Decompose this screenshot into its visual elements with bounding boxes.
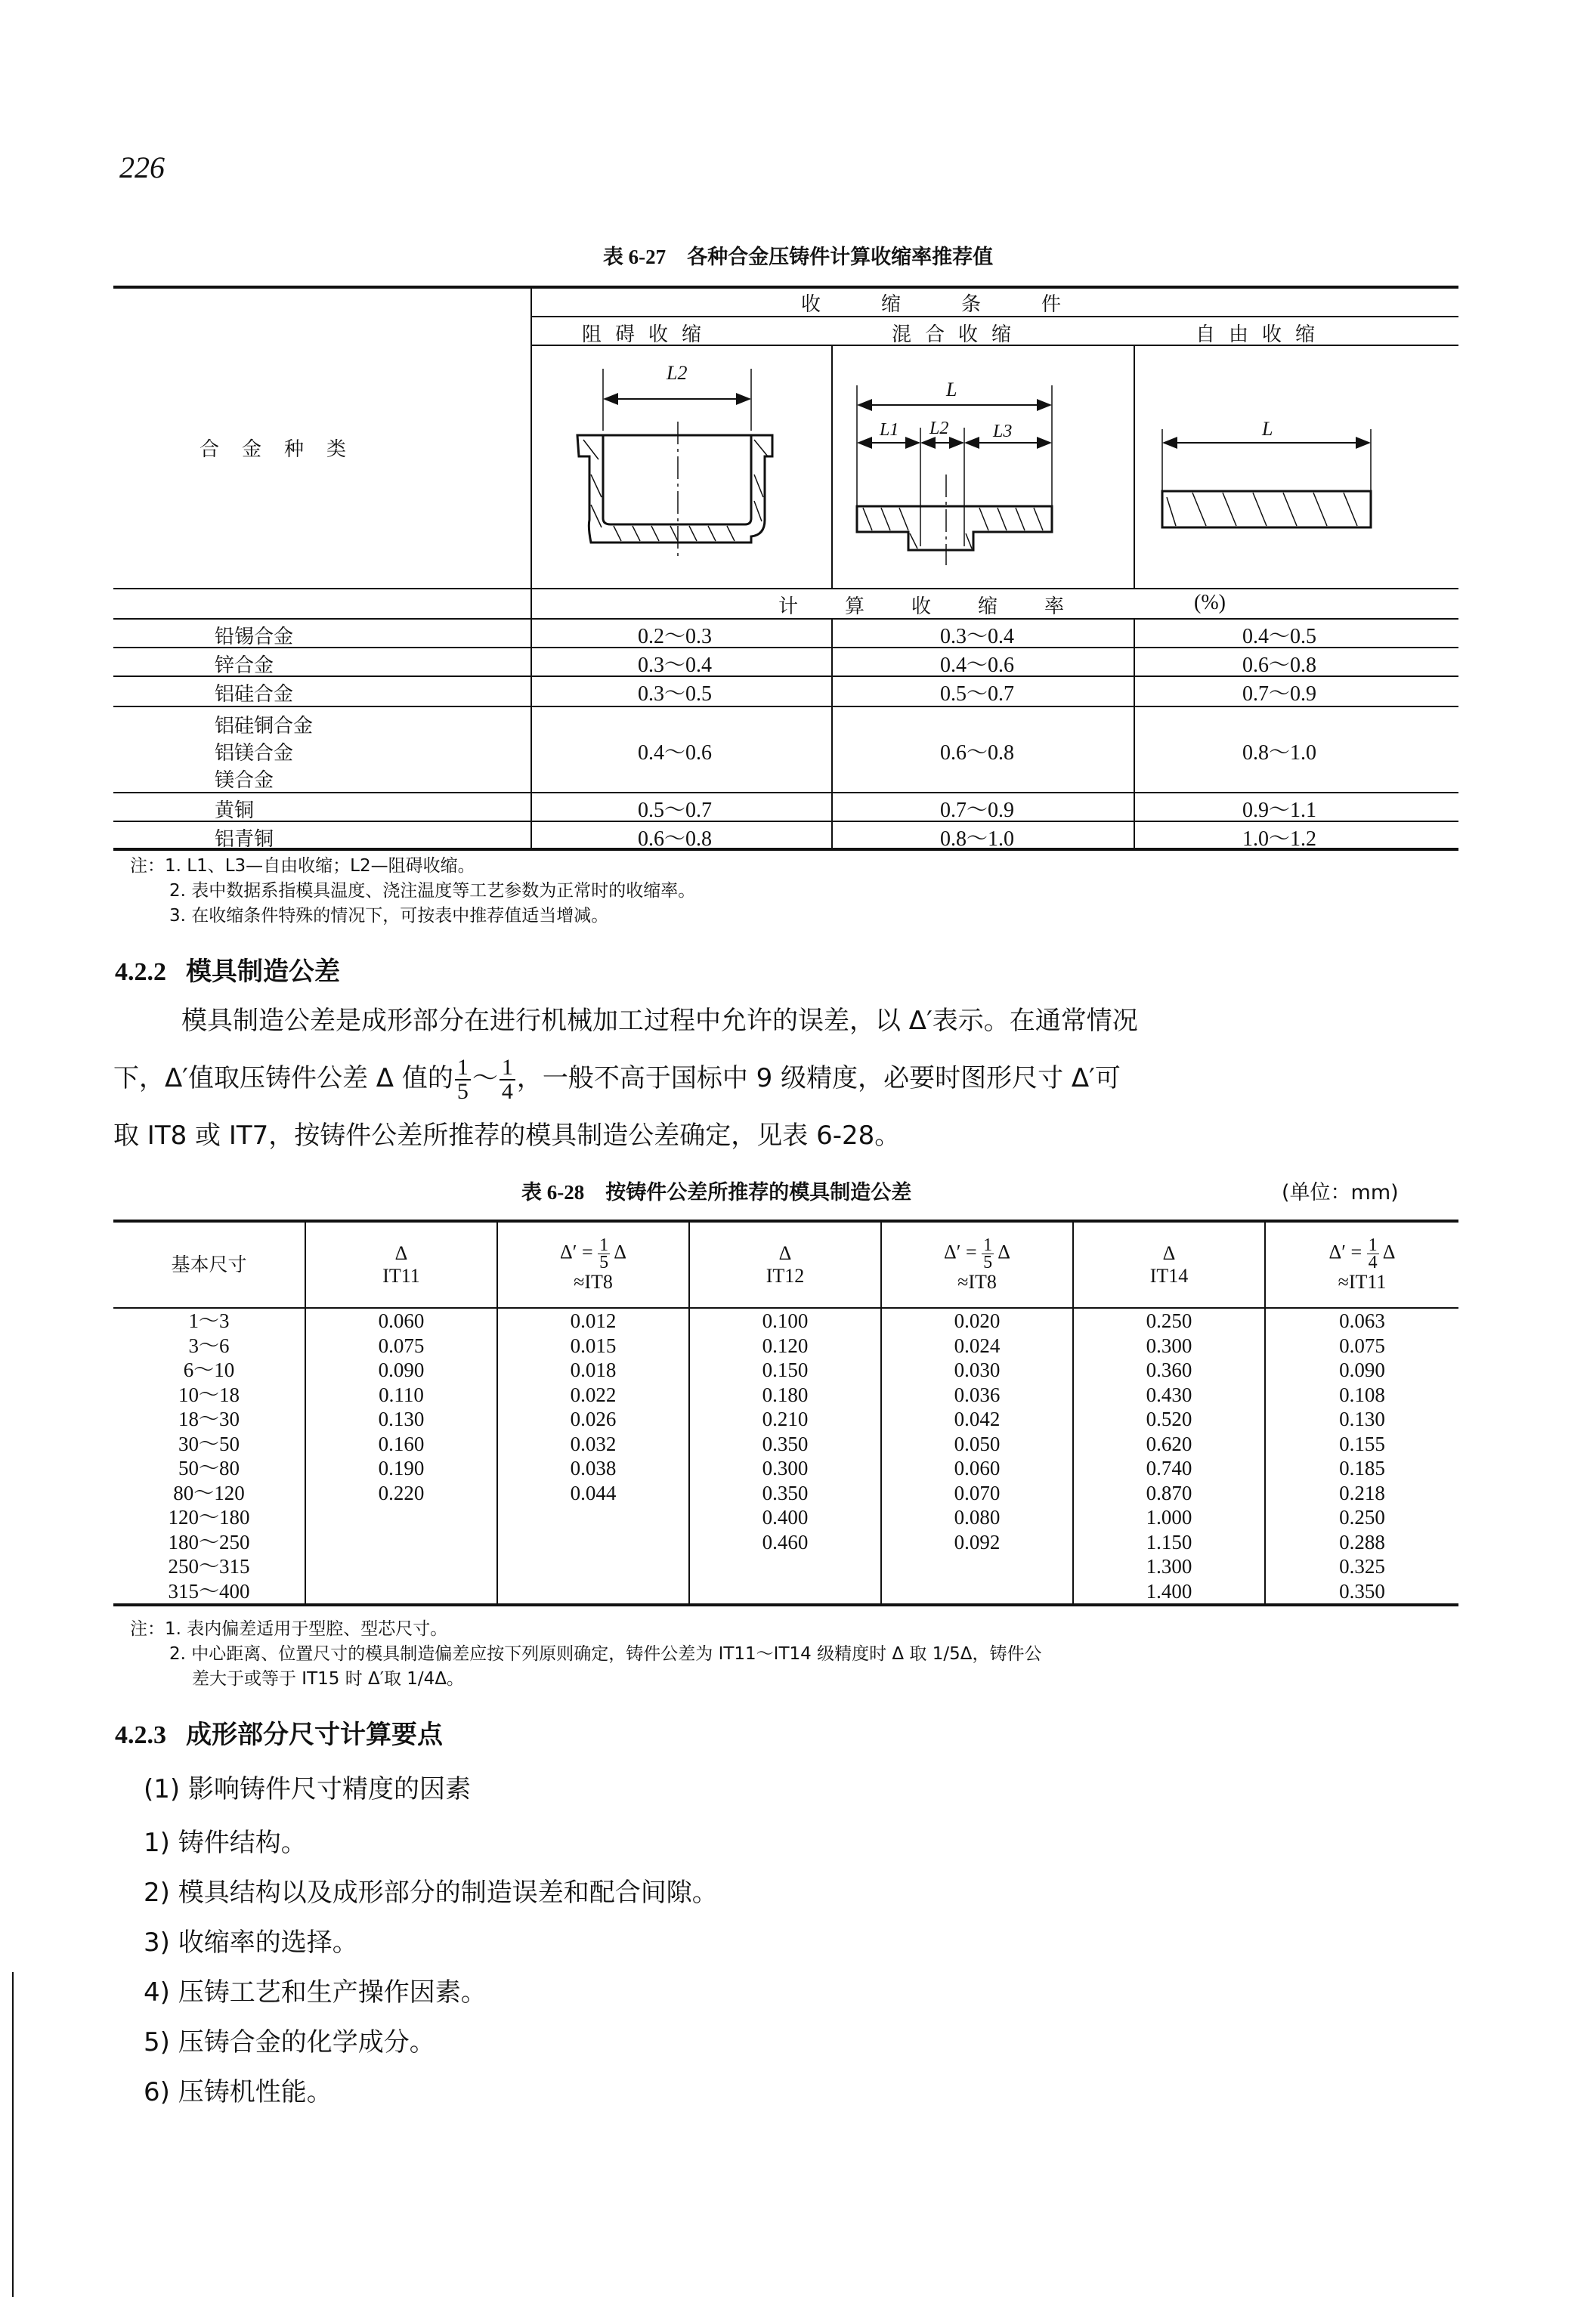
table-6-28-caption <box>521 1176 911 1205</box>
paragraph-line <box>113 1046 1458 1111</box>
fraction-denominator: 5 <box>983 1252 993 1272</box>
basic-size-cell: 10～18 <box>178 1383 240 1406</box>
alloy-label: 锌合金 <box>215 654 274 677</box>
tolerance-cell: 0.120 <box>689 1334 881 1359</box>
rate-header: 计算收缩率 <box>778 595 1112 618</box>
tolerance-cell: 0.180 <box>689 1383 881 1408</box>
tolerance-cell: 0.400 <box>689 1505 881 1530</box>
basic-size-cell: 315～400 <box>168 1579 250 1603</box>
notes-prefix: 注： <box>130 1619 165 1639</box>
rate-value: 1.0～1.2 <box>1242 827 1317 851</box>
hindered-shrinkage-diagram <box>530 346 831 586</box>
header-basic-size <box>113 1221 305 1308</box>
list-item: 1) 铸件结构。 <box>144 1828 307 1858</box>
diagram-label-l3: L3 <box>993 422 1013 441</box>
tolerance-cell: 0.092 <box>881 1530 1073 1555</box>
list-item: 6) 压铸机性能。 <box>144 2077 332 2107</box>
rate-value: 0.3～0.4 <box>940 625 1015 648</box>
tolerance-cell: 0.075 <box>305 1334 497 1359</box>
table-6-27-notes <box>130 854 695 929</box>
basic-size-cell: 30～50 <box>178 1432 240 1455</box>
alloy-label: 铝青铜 <box>215 828 274 851</box>
table-row <box>113 1554 1458 1579</box>
header-rhs: Δ <box>998 1240 1010 1263</box>
header-it12 <box>689 1221 881 1308</box>
diagram-label-l1: L1 <box>880 420 899 440</box>
header-lhs: Δ′ = <box>560 1240 593 1263</box>
header-lhs: Δ′ = <box>1328 1240 1362 1263</box>
alloy-label: 铝硅铜合金 <box>215 715 314 737</box>
fraction-denominator: 5 <box>456 1078 469 1104</box>
tolerance-cell: 0.100 <box>689 1308 881 1334</box>
alloy-label: 黄铜 <box>215 799 255 822</box>
fraction-numerator: 1 <box>455 1056 471 1080</box>
header-grade: IT14 <box>1149 1265 1189 1287</box>
fraction-denominator: 4 <box>1368 1252 1378 1272</box>
tolerance-cell: 0.288 <box>1265 1530 1458 1555</box>
table-row <box>113 1308 1458 1334</box>
tolerance-cell: 0.042 <box>881 1407 1073 1432</box>
table-6-27-caption-title: 各种合金压铸件计算收缩率推荐值 <box>687 246 994 269</box>
note-text: 1. 表内偏差适用于型腔、型芯尺寸。 <box>165 1619 448 1639</box>
table-row <box>113 1358 1458 1383</box>
section-number: 4.2.2 <box>115 958 166 986</box>
paragraph-text: ，一般不高于国标中 9 级精度，必要时图形尺寸 Δ′可 <box>516 1063 1121 1093</box>
table-6-28-caption-number: 表 6-28 <box>521 1181 585 1204</box>
fraction-numerator: 1 <box>983 1235 993 1255</box>
rate-value: 0.8～1.0 <box>940 827 1015 851</box>
rate-value: 0.7～0.9 <box>940 799 1015 822</box>
diagram-label-l2: L2 <box>929 419 949 438</box>
note-text: 2. 中心距离、位置尺寸的模具制造偏差应按下列原则确定，铸件公差为 IT11～IT14 级精度时 Δ 取 1/5Δ，铸件公 <box>169 1644 1042 1664</box>
rate-value: 0.8～1.0 <box>1242 741 1317 765</box>
paragraph-line: 模具制造公差是成形部分在进行机械加工过程中允许的误差，以 Δ′表示。在通常情况 <box>181 1006 1138 1036</box>
rate-value: 0.4～0.6 <box>638 741 713 765</box>
header-rhs: Δ <box>1382 1240 1396 1263</box>
condition-mixed: 混合收缩 <box>892 323 1025 346</box>
subheading-factors: (1) 影响铸件尺寸精度的因素 <box>144 1774 471 1804</box>
tolerance-cell <box>881 1554 1073 1579</box>
table-rule-top <box>113 286 1458 289</box>
tolerance-cell: 0.190 <box>305 1456 497 1481</box>
rate-value: 0.4～0.6 <box>940 654 1015 677</box>
rate-value: 0.6～0.8 <box>940 741 1015 765</box>
tolerance-cell: 0.220 <box>305 1481 497 1506</box>
condition-hindered: 阻碍收缩 <box>582 323 716 346</box>
tolerance-cell: 0.075 <box>1265 1334 1458 1359</box>
basic-size-cell: 1～3 <box>188 1309 230 1332</box>
header-lhs: Δ′ = <box>944 1240 977 1263</box>
section-4-2-2-paragraph <box>113 996 1458 1161</box>
rate-value: 0.6～0.8 <box>1242 654 1317 677</box>
header-it11 <box>305 1221 497 1308</box>
tolerance-cell <box>497 1505 689 1530</box>
tolerance-cell: 0.250 <box>1265 1505 1458 1530</box>
tolerance-cell: 0.300 <box>1073 1334 1265 1359</box>
section-number: 4.2.3 <box>115 1721 166 1749</box>
tolerance-cell: 0.430 <box>1073 1383 1265 1408</box>
tolerance-cell: 0.250 <box>1073 1308 1265 1334</box>
note-text: 1. L1、L3—自由收缩；L2—阻碍收缩。 <box>165 856 475 876</box>
tolerance-cell: 0.020 <box>881 1308 1073 1334</box>
tolerance-cell: 1.300 <box>1073 1554 1265 1579</box>
header-grade: IT12 <box>766 1265 805 1287</box>
tolerance-cell: 0.360 <box>1073 1358 1265 1383</box>
tolerance-cell: 0.155 <box>1265 1432 1458 1457</box>
tolerance-cell: 0.032 <box>497 1432 689 1457</box>
tolerance-cell: 0.160 <box>305 1432 497 1457</box>
tolerance-cell: 0.026 <box>497 1407 689 1432</box>
paragraph-text: 下，Δ′值取压铸件公差 Δ 值的 <box>113 1063 453 1093</box>
tolerance-cell: 0.044 <box>497 1481 689 1506</box>
tolerance-cell: 0.218 <box>1265 1481 1458 1506</box>
alloy-label: 铝镁合金 <box>215 742 294 765</box>
tolerance-cell <box>305 1530 497 1555</box>
note-text: 3. 在收缩条件特殊的情况下，可按表中推荐值适当增减。 <box>169 906 609 926</box>
header-grade: IT11 <box>382 1265 420 1287</box>
tolerance-cell: 0.150 <box>689 1358 881 1383</box>
basic-size-cell: 6～10 <box>183 1359 235 1381</box>
alloy-label: 铝硅合金 <box>215 683 294 706</box>
header-approx: ≈IT11 <box>1338 1270 1387 1293</box>
fraction-numerator: 1 <box>1368 1235 1378 1255</box>
tolerance-cell <box>497 1530 689 1555</box>
basic-size-cell: 120～180 <box>168 1506 250 1529</box>
tolerance-cell: 0.060 <box>881 1456 1073 1481</box>
alloy-label: 铅锡合金 <box>215 626 294 648</box>
tilde: ～ <box>472 1063 498 1093</box>
table-row <box>113 1481 1458 1506</box>
list-item: 5) 压铸合金的化学成分。 <box>144 2027 435 2057</box>
tolerance-cell <box>689 1579 881 1606</box>
paragraph-line: 取 IT8 或 IT7，按铸件公差所推荐的模具制造公差确定，见表 6-28。 <box>113 1121 901 1151</box>
rate-value: 0.7～0.9 <box>1242 682 1317 706</box>
section-heading-4-2-3 <box>115 1714 443 1751</box>
tolerance-cell: 0.185 <box>1265 1456 1458 1481</box>
table-6-28-caption-title: 按铸件公差所推荐的模具制造公差 <box>605 1181 912 1204</box>
table-6-28-notes <box>130 1617 1042 1692</box>
basic-size-cell: 50～80 <box>178 1457 240 1479</box>
note-line <box>130 854 695 879</box>
tolerance-cell: 0.060 <box>305 1308 497 1334</box>
tolerance-cell <box>497 1554 689 1579</box>
tolerance-cell: 0.015 <box>497 1334 689 1359</box>
basic-size-cell: 18～30 <box>178 1408 240 1430</box>
table-body <box>113 1308 1458 1605</box>
tolerance-cell: 0.018 <box>497 1358 689 1383</box>
fraction-denominator: 4 <box>501 1078 513 1104</box>
tolerance-cell: 0.012 <box>497 1308 689 1334</box>
tolerance-cell: 0.050 <box>881 1432 1073 1457</box>
basic-size-cell: 3～6 <box>188 1334 230 1357</box>
table-col-rule <box>831 618 833 849</box>
header-delta: Δ <box>778 1242 792 1264</box>
diagram-label-l: L <box>1262 418 1273 440</box>
tolerance-cell <box>689 1554 881 1579</box>
fraction-denominator: 5 <box>599 1252 609 1272</box>
tolerance-cell <box>305 1554 497 1579</box>
table-row <box>113 1530 1458 1555</box>
header-approx: ≈IT8 <box>574 1270 613 1293</box>
table-6-27 <box>113 286 1458 860</box>
tolerance-cell: 0.210 <box>689 1407 881 1432</box>
rate-value: 0.4～0.5 <box>1242 625 1317 648</box>
note-text: 2. 表中数据系指模具温度、浇注温度等工艺参数为正常时的收缩率。 <box>169 881 696 901</box>
list-item: 2) 模具结构以及成形部分的制造误差和配合间隙。 <box>144 1878 718 1908</box>
section-heading-4-2-2 <box>115 951 340 988</box>
table-6-27-caption-number: 表 6-27 <box>602 246 667 268</box>
tolerance-cell: 0.038 <box>497 1456 689 1481</box>
table-6-28 <box>113 1220 1458 1606</box>
note-line <box>130 1617 1042 1642</box>
table-6-28-unit: (单位：mm) <box>1282 1181 1399 1204</box>
tolerance-cell: 1.000 <box>1073 1505 1265 1530</box>
diagram-label-l2: L2 <box>667 362 688 384</box>
tolerance-cell: 1.150 <box>1073 1530 1265 1555</box>
table-col-rule <box>1134 618 1135 849</box>
tolerance-cell <box>305 1579 497 1606</box>
mixed-shrinkage-diagram <box>831 346 1134 586</box>
tolerance-cell: 0.063 <box>1265 1308 1458 1334</box>
rate-value: 0.5～0.7 <box>638 799 713 822</box>
row-header-alloy-type: 合金种类 <box>200 438 370 461</box>
diagram-label-l: L <box>946 379 957 400</box>
basic-size-cell: 250～315 <box>168 1555 250 1578</box>
fraction-numerator: 1 <box>500 1056 515 1080</box>
tolerance-cell: 0.130 <box>305 1407 497 1432</box>
rate-value: 0.2～0.3 <box>638 625 713 648</box>
rate-unit: (%) <box>1194 591 1226 614</box>
fraction-numerator: 1 <box>599 1235 609 1255</box>
alloy-label: 镁合金 <box>215 769 274 792</box>
group-header-shrink-condition: 收缩条件 <box>801 293 1122 316</box>
factor-list <box>144 1818 718 2117</box>
header-delta-prime-it8 <box>497 1221 689 1308</box>
fraction-one-fourth <box>500 1056 515 1103</box>
free-shrinkage-diagram <box>1134 346 1458 586</box>
list-item: 4) 压铸工艺和生产操作因素。 <box>144 1977 487 2008</box>
table-header-row <box>113 1221 1458 1308</box>
header-it14 <box>1073 1221 1265 1308</box>
note-text: 差大于或等于 IT15 时 Δ′取 1/4Δ。 <box>192 1669 465 1689</box>
tolerance-cell: 1.400 <box>1073 1579 1265 1606</box>
header-fraction <box>598 1237 610 1271</box>
tolerance-cell: 0.350 <box>689 1481 881 1506</box>
tolerance-cell: 0.024 <box>881 1334 1073 1359</box>
tolerance-cell: 0.110 <box>305 1383 497 1408</box>
header-fraction <box>982 1237 994 1271</box>
rate-value: 0.3～0.4 <box>638 654 713 677</box>
rate-value: 0.3～0.5 <box>638 682 713 706</box>
tolerance-cell: 0.030 <box>881 1358 1073 1383</box>
basic-size-cell: 80～120 <box>173 1481 245 1504</box>
table-row <box>113 1432 1458 1457</box>
header-fraction <box>1367 1237 1379 1271</box>
table-row <box>113 1456 1458 1481</box>
tolerance-cell: 0.350 <box>1265 1579 1458 1606</box>
margin-binding-line <box>12 1972 14 2297</box>
table-rule-diagrams <box>113 588 1458 589</box>
header-delta: Δ <box>394 1242 408 1264</box>
tolerance-cell: 0.090 <box>305 1358 497 1383</box>
tolerance-cell <box>881 1579 1073 1606</box>
tolerance-cell: 0.130 <box>1265 1407 1458 1432</box>
header-approx: ≈IT8 <box>957 1270 997 1293</box>
tolerance-cell: 0.520 <box>1073 1407 1265 1432</box>
tolerance-cell: 0.460 <box>689 1530 881 1555</box>
tolerance-cell: 0.080 <box>881 1505 1073 1530</box>
table-row <box>113 1579 1458 1606</box>
list-item: 3) 收缩率的选择。 <box>144 1928 358 1958</box>
tolerance-cell: 0.108 <box>1265 1383 1458 1408</box>
tolerance-cell: 0.325 <box>1265 1554 1458 1579</box>
header-rhs: Δ <box>614 1240 626 1263</box>
header-delta-prime-it8 <box>881 1221 1073 1308</box>
basic-size-cell: 180～250 <box>168 1530 250 1553</box>
tolerance-cell <box>497 1579 689 1606</box>
header-delta: Δ <box>1162 1242 1176 1264</box>
tolerance-cell: 0.090 <box>1265 1358 1458 1383</box>
tolerance-cell: 0.870 <box>1073 1481 1265 1506</box>
tolerance-cell: 0.350 <box>689 1432 881 1457</box>
page-number: 226 <box>119 150 165 184</box>
notes-prefix: 注： <box>130 856 165 876</box>
fraction-one-fifth <box>455 1056 471 1103</box>
section-title: 成形部分尺寸计算要点 <box>186 1720 443 1750</box>
tolerance-cell: 0.070 <box>881 1481 1073 1506</box>
table-row <box>113 1334 1458 1359</box>
tolerance-cell: 0.022 <box>497 1383 689 1408</box>
rate-value: 0.5～0.7 <box>940 682 1015 706</box>
table-row <box>113 1407 1458 1432</box>
table-6-27-caption <box>0 240 1596 270</box>
section-title: 模具制造公差 <box>186 957 340 987</box>
header-label: 基本尺寸 <box>171 1254 247 1275</box>
tolerance-cell: 0.740 <box>1073 1456 1265 1481</box>
table-row <box>113 1383 1458 1408</box>
table-row <box>113 1505 1458 1530</box>
rate-value: 0.6～0.8 <box>638 827 713 851</box>
tolerance-cell: 0.036 <box>881 1383 1073 1408</box>
rate-value: 0.9～1.1 <box>1242 799 1317 822</box>
tolerance-cell: 0.300 <box>689 1456 881 1481</box>
condition-free: 自由收缩 <box>1195 323 1329 346</box>
tolerance-cell <box>305 1505 497 1530</box>
header-delta-prime-it11 <box>1265 1221 1458 1308</box>
tolerance-cell: 0.620 <box>1073 1432 1265 1457</box>
